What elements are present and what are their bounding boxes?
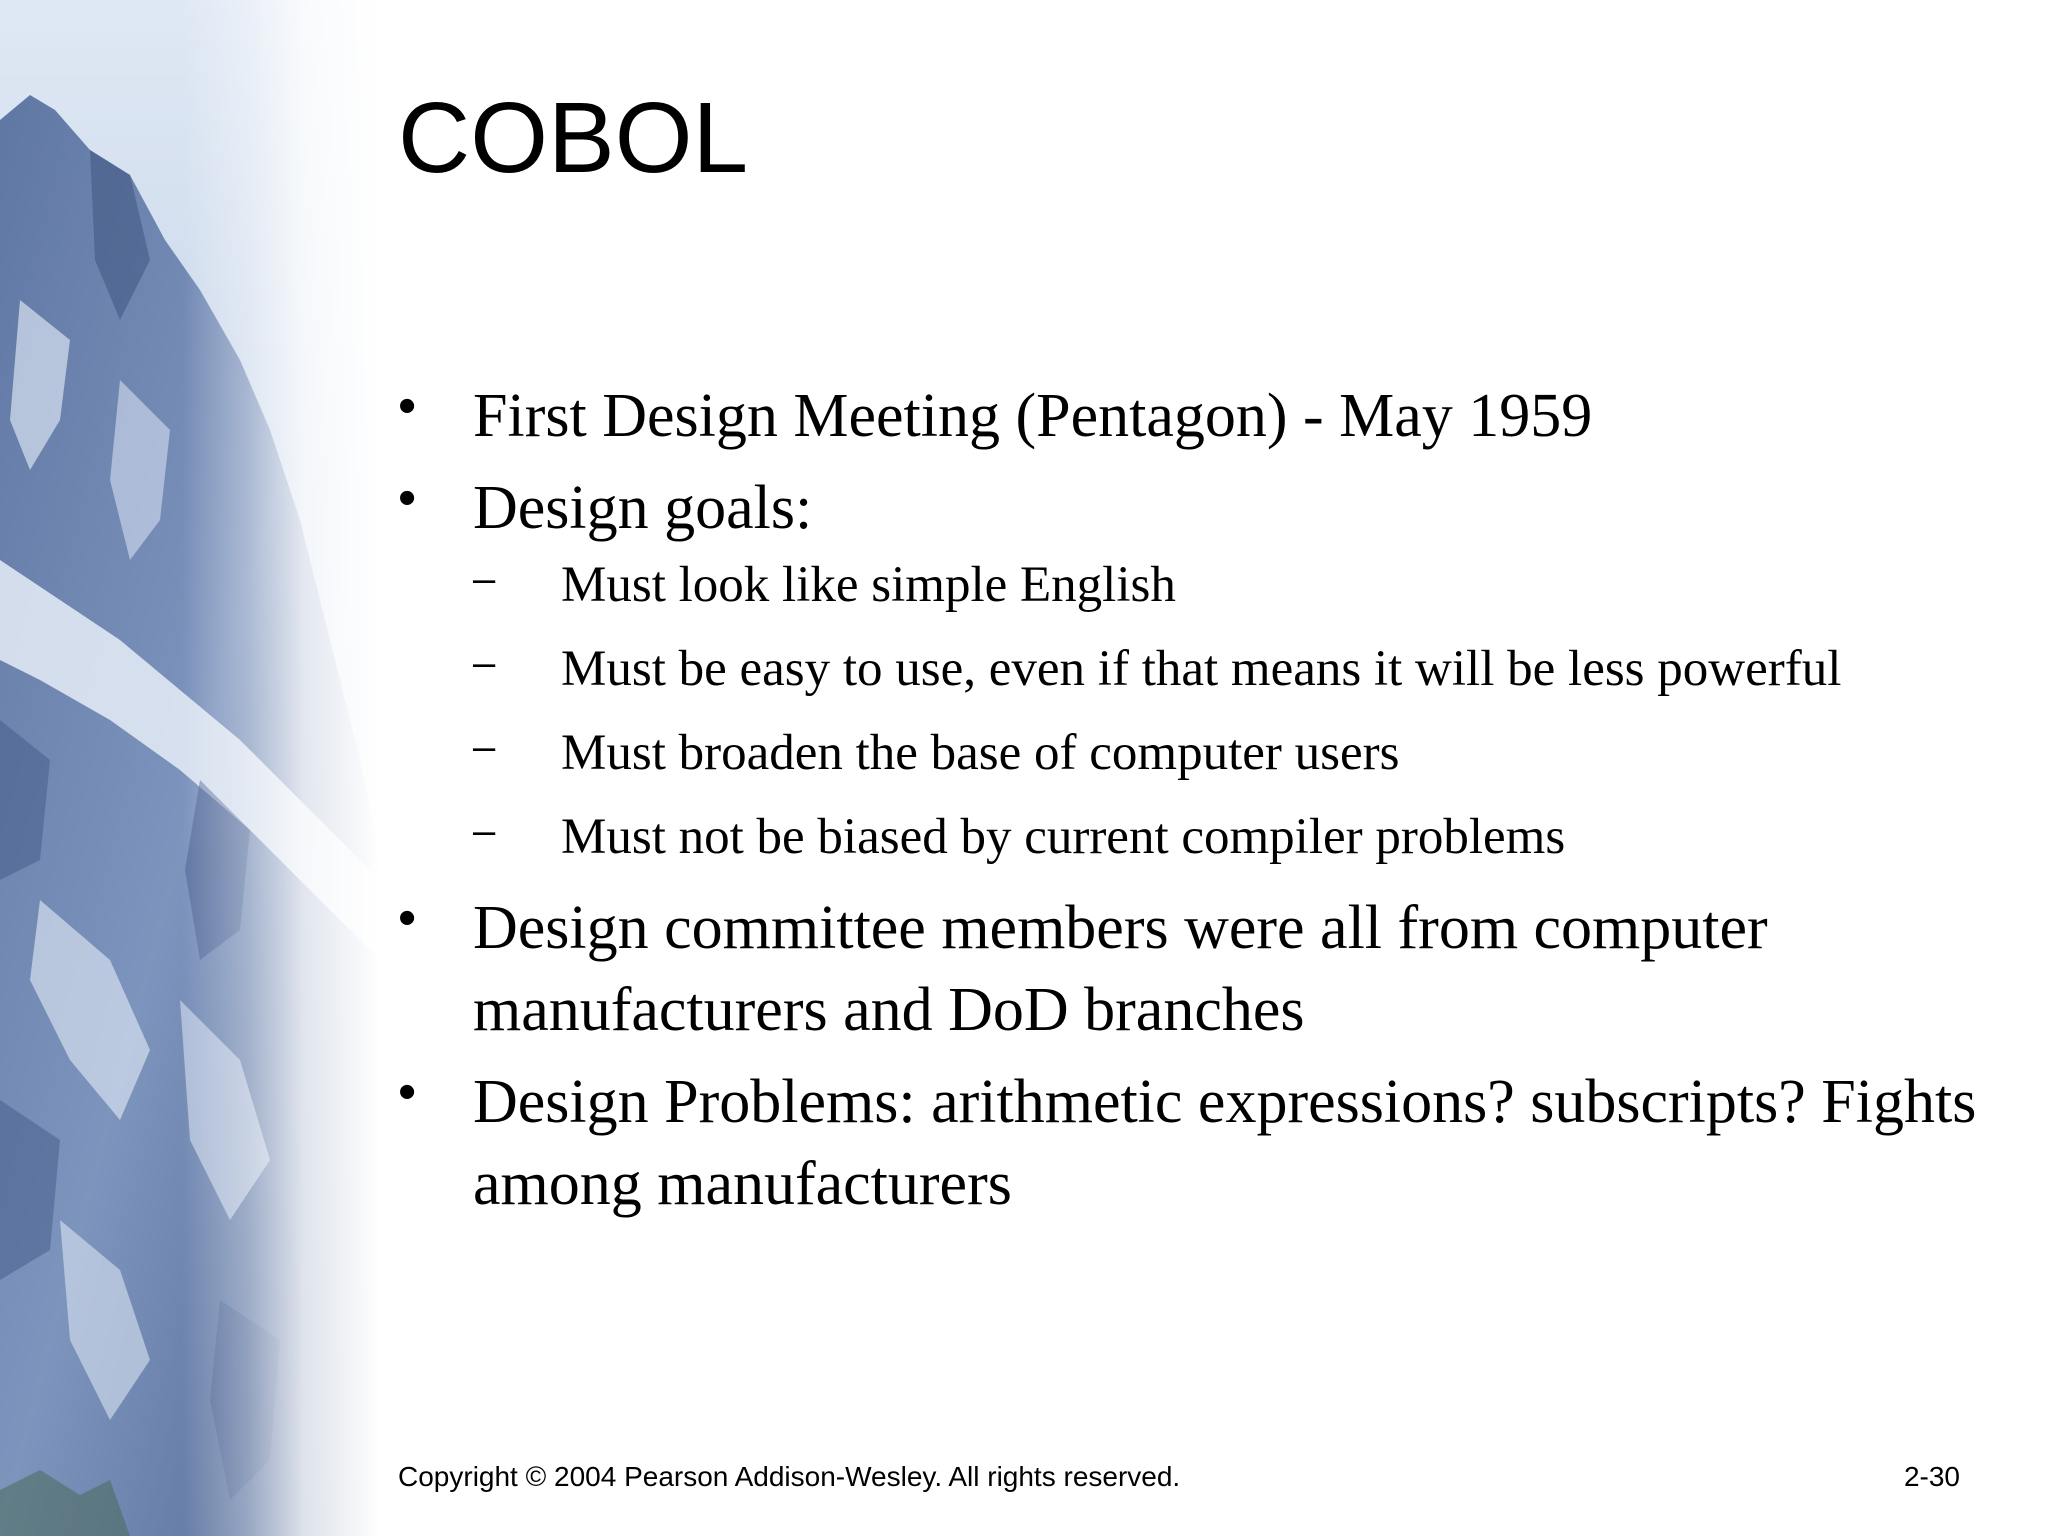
slide-title: COBOL [398, 82, 749, 194]
bullet-text: First Design Meeting (Pentagon) - May 1959 [473, 382, 1593, 450]
dash-icon: – [473, 557, 496, 601]
sub-item-text: Must broaden the base of computer users [561, 725, 1400, 781]
bullet-item [398, 1061, 1988, 1225]
sub-item-text: Must not be biased by current compiler problems [561, 809, 1566, 865]
dash-icon: – [473, 641, 496, 685]
bullet-text: Design committee members were all from computer manufacturers and DoD branches [473, 894, 1768, 1044]
sub-item [473, 803, 1988, 871]
footer-copyright: Copyright © 2004 Pearson Addison-Wesley. All rights reserved. [398, 1461, 1181, 1492]
bullet-icon: • [398, 889, 417, 947]
sub-item-text: Must be easy to use, even if that means it will be less powerful [561, 641, 1842, 697]
sub-list [473, 551, 1988, 871]
bullet-icon: • [398, 377, 417, 435]
sub-item [473, 719, 1988, 787]
sub-item-text: Must look like simple English [561, 557, 1176, 613]
dash-icon: – [473, 809, 496, 853]
sub-item [473, 551, 1988, 619]
mountain-background-image [0, 0, 380, 1536]
bullet-text: Design goals: [473, 474, 813, 542]
bullet-item [398, 467, 1988, 871]
bullet-icon: • [398, 469, 417, 527]
bullet-list [398, 375, 1988, 1235]
dash-icon: – [473, 725, 496, 769]
panel-fade-overlay [0, 0, 380, 1536]
sub-item [473, 635, 1988, 703]
bullet-item [398, 375, 1988, 457]
bullet-item [398, 887, 1988, 1051]
page-number: 2-30 [1903, 1461, 1960, 1492]
bullet-icon: • [398, 1063, 417, 1121]
bullet-text: Design Problems: arithmetic expressions? subscripts? Fights among manufacturers [473, 1068, 1977, 1218]
